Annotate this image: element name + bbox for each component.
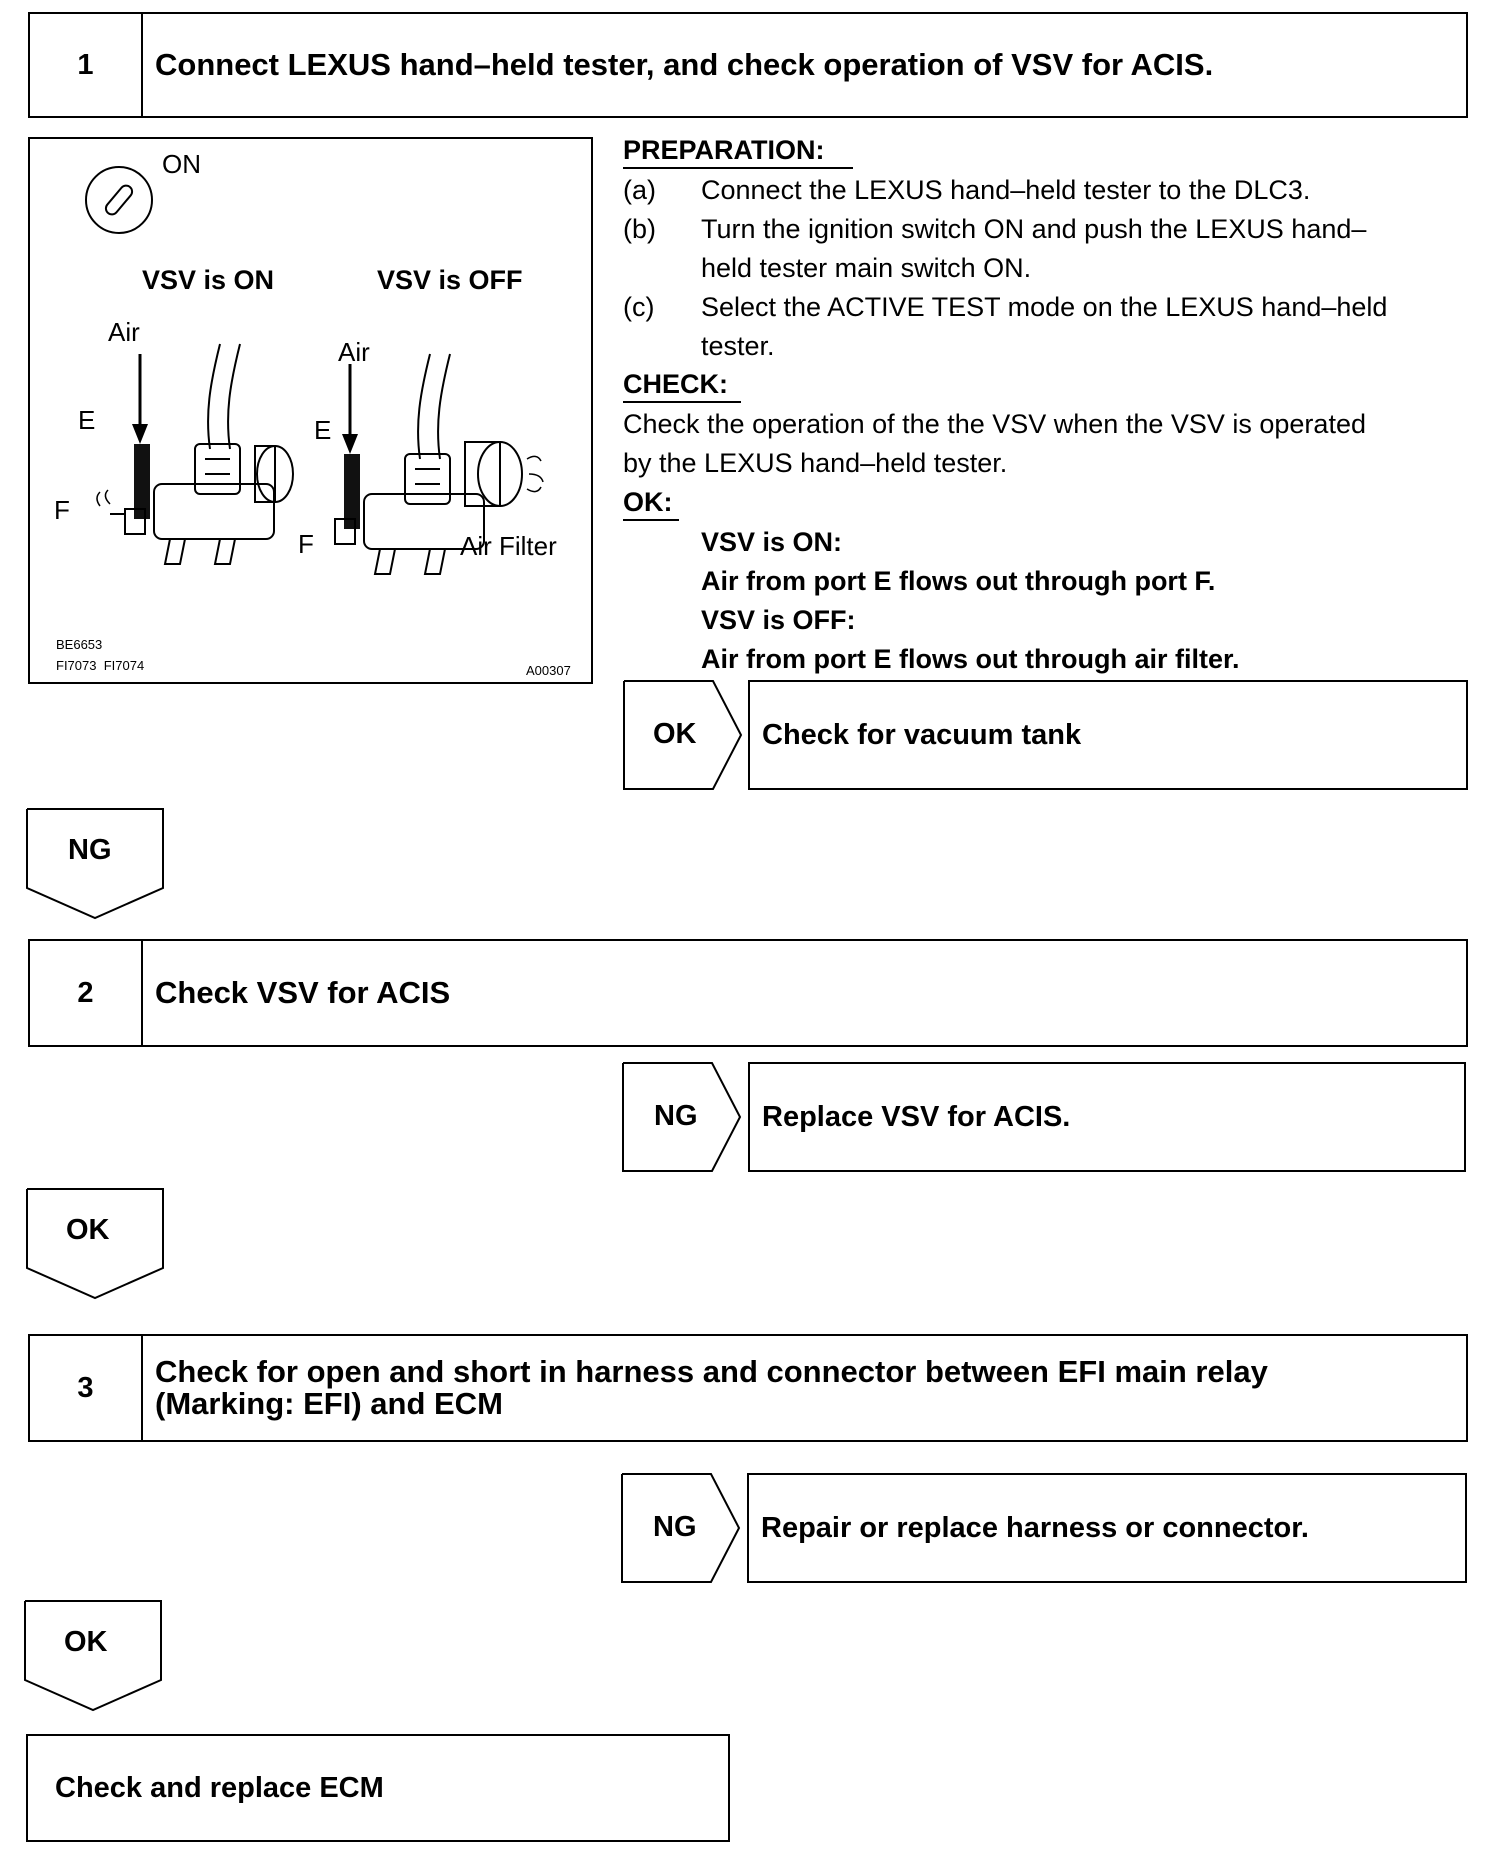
- vsv-off-title: VSV is OFF: [377, 265, 523, 295]
- prep-text-c-1: Select the ACTIVE TEST mode on the LEXUS hand–held: [701, 292, 1388, 322]
- step-title-line-2: (Marking: EFI) and ECM: [155, 1386, 503, 1421]
- port-e-label-right: E: [314, 415, 332, 445]
- step-title: Check VSV for ACIS: [155, 975, 451, 1010]
- replace-vsv-box: Replace VSV for ACIS.: [748, 1062, 1466, 1172]
- step-number: 1: [30, 14, 143, 116]
- chevron-label: OK: [66, 1214, 110, 1246]
- ok-down-chevron: [24, 1600, 164, 1712]
- ng-down-chevron: [26, 808, 166, 920]
- prep-text-a: Connect the LEXUS hand–held tester to the DLC3.: [701, 175, 1311, 205]
- heading-underline: [623, 401, 741, 403]
- step-1-box: [28, 12, 1468, 118]
- check-vacuum-tank-box: Check for vacuum tank: [748, 680, 1468, 790]
- prep-label-a: (a): [623, 175, 656, 205]
- ok-heading: OK:: [623, 487, 673, 517]
- step-number: 3: [30, 1336, 143, 1440]
- air-label-left: Air: [108, 317, 140, 347]
- step-title: Connect LEXUS hand–held tester, and check operation of VSV for ACIS.: [155, 47, 1214, 82]
- ok-line-1: VSV is ON:: [701, 527, 843, 557]
- heading-underline: [623, 167, 853, 169]
- prep-text-c-2: tester.: [701, 331, 775, 361]
- check-text-1: Check the operation of the the VSV when the VSV is operated: [623, 409, 1366, 439]
- check-heading: CHECK:: [623, 369, 728, 399]
- ng-branch-chevron: [621, 1473, 741, 1583]
- chevron-label: NG: [68, 834, 112, 866]
- vsv-on-title: VSV is ON: [142, 265, 275, 295]
- step-3-box: [28, 1334, 1468, 1442]
- air-label-right: Air: [338, 337, 370, 367]
- ignition-switch-icon: [82, 163, 156, 237]
- prep-text-b-2: held tester main switch ON.: [701, 253, 1032, 283]
- ok-down-chevron: [26, 1188, 166, 1300]
- vsv-on-illustration: [70, 334, 300, 574]
- repair-harness-box: Repair or replace harness or connector.: [747, 1473, 1467, 1583]
- check-replace-ecm-box: Check and replace ECM: [26, 1734, 730, 1842]
- prep-label-b: (b): [623, 214, 656, 244]
- step-2-box: [28, 939, 1468, 1047]
- port-f-label-left: F: [54, 495, 70, 525]
- ok-line-2: Air from port E flows out through port F.: [701, 566, 1216, 596]
- switch-on-label: ON: [162, 149, 201, 179]
- chevron-label: OK: [64, 1626, 108, 1658]
- preparation-heading: PREPARATION:: [623, 135, 825, 165]
- step-title: [155, 1336, 1454, 1440]
- port-e-label-left: E: [78, 405, 96, 435]
- prep-label-c: (c): [623, 292, 655, 322]
- ng-branch-chevron: [622, 1062, 742, 1172]
- step-number: 2: [30, 941, 143, 1045]
- check-text-2: by the LEXUS hand–held tester.: [623, 448, 1008, 478]
- chevron-label: NG: [653, 1511, 697, 1543]
- air-filter-label: Air Filter: [460, 531, 557, 561]
- figure-code-3: A00307: [526, 663, 571, 678]
- vsv-off-illustration: [305, 344, 575, 584]
- heading-underline: [623, 519, 679, 521]
- chevron-label: OK: [653, 718, 697, 750]
- ok-branch-chevron: [623, 680, 743, 790]
- prep-text-b-1: Turn the ignition switch ON and push the LEXUS hand–: [701, 214, 1367, 244]
- port-f-label-right: F: [298, 529, 314, 559]
- chevron-label: NG: [654, 1100, 698, 1132]
- ok-line-3: VSV is OFF:: [701, 605, 856, 635]
- figure-code-2: FI7073 FI7074: [56, 658, 145, 673]
- step-title-line-1: Check for open and short in harness and connector between EFI main relay: [155, 1354, 1268, 1389]
- vsv-diagram: [28, 137, 593, 684]
- figure-code-1: BE6653: [56, 637, 103, 652]
- ok-line-4: Air from port E flows out through air filter.: [701, 644, 1240, 674]
